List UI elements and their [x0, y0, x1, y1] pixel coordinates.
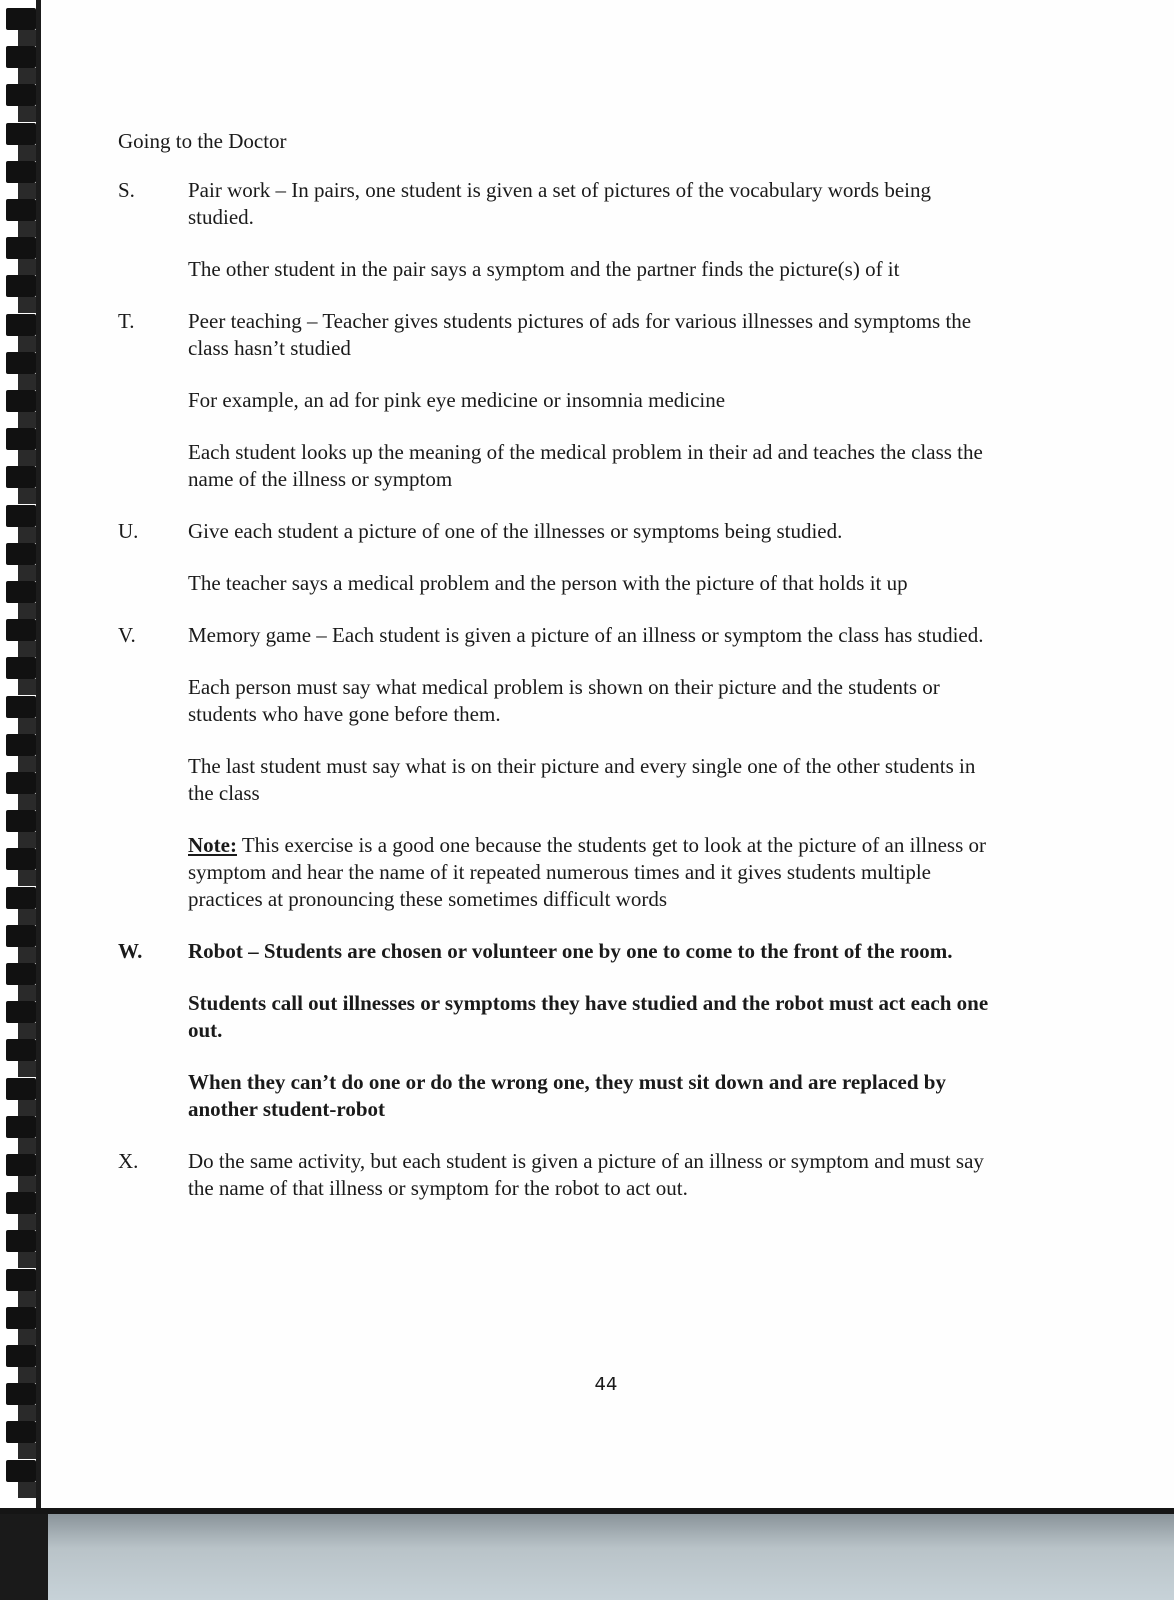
item-body: [188, 622, 998, 913]
item-body: [188, 1148, 998, 1202]
binding-tooth: [6, 848, 36, 870]
list-item-v: [118, 622, 998, 913]
binding-tooth: [6, 8, 36, 30]
binding-tooth: [6, 46, 36, 68]
binding-tooth: [6, 1116, 36, 1138]
list-item-t: [118, 308, 998, 493]
scanner-background: [0, 1514, 1174, 1600]
item-paragraph: The last student must say what is on their picture and every single one of the other students in the class: [188, 754, 976, 805]
item-paragraph: Each student looks up the meaning of the medical problem in their ad and teaches the class the name of the illness or symptom: [188, 440, 983, 491]
binding-tooth: [6, 619, 36, 641]
list-item-u: [118, 518, 998, 597]
page-content: [118, 128, 998, 1227]
page-number: 44: [594, 1374, 618, 1395]
binding-tooth: [6, 1192, 36, 1214]
binding-tooth: [6, 581, 36, 603]
binding-tooth: [6, 1078, 36, 1100]
item-paragraph: Give each student a picture of one of the illnesses or symptoms being studied.: [188, 519, 843, 543]
binding-tooth: [6, 1001, 36, 1023]
binding-tooth: [6, 1307, 36, 1329]
binding-tooth: [6, 963, 36, 985]
spiral-binding: [0, 0, 44, 1508]
binding-tooth: [6, 543, 36, 565]
item-paragraph: Peer teaching – Teacher gives students pictures of ads for various illnesses and symptoms the class hasn’t studied: [188, 309, 972, 360]
binding-tooth: [6, 390, 36, 412]
binding-tooth: [6, 123, 36, 145]
item-paragraph: The teacher says a medical problem and the person with the picture of that holds it up: [188, 571, 908, 595]
binding-tooth: [6, 275, 36, 297]
binding-rail: [36, 0, 41, 1508]
binding-tooth: [6, 161, 36, 183]
binding-tooth: [6, 772, 36, 794]
note-text: This exercise is a good one because the students get to look at the picture of an illness or symptom and hear the name of it repeated numerous times and it gives students multiple practices at pronouncing these sometimes difficult words: [188, 833, 986, 911]
item-paragraph: Robot – Students are chosen or volunteer one by one to come to the front of the room.: [188, 939, 953, 963]
binding-tooth: [6, 1230, 36, 1252]
binding-tooth: [6, 696, 36, 718]
binding-tooth: [6, 887, 36, 909]
item-letter: T.: [118, 309, 135, 333]
binding-tooth: [6, 352, 36, 374]
item-letter: U.: [118, 519, 139, 543]
binding-tooth: [6, 237, 36, 259]
binding-tooth: [6, 428, 36, 450]
item-paragraph: Memory game – Each student is given a picture of an illness or symptom the class has studied.: [188, 623, 984, 647]
list-item-s: [118, 177, 998, 283]
binding-tooth: [6, 1039, 36, 1061]
item-paragraph: For example, an ad for pink eye medicine or insomnia medicine: [188, 388, 726, 412]
item-paragraph: The other student in the pair says a symptom and the partner finds the picture(s) of it: [188, 257, 900, 281]
binding-tooth: [6, 84, 36, 106]
binding-tooth: [6, 199, 36, 221]
binding-tooth: [6, 1345, 36, 1367]
note-paragraph: [188, 832, 998, 913]
item-body: [188, 308, 998, 493]
binding-tooth: [6, 1421, 36, 1443]
binding-tooth: [6, 810, 36, 832]
item-paragraph: Each person must say what medical problem is shown on their picture and the students or students who have gone before them.: [188, 675, 940, 726]
item-letter: V.: [118, 623, 136, 647]
binding-tooth: [6, 314, 36, 336]
binding-tooth: [6, 657, 36, 679]
binding-tooth: [6, 1460, 36, 1482]
list-item-x: [118, 1148, 998, 1202]
item-paragraph: When they can’t do one or do the wrong one, they must sit down and are replaced by another student-robot: [188, 1070, 946, 1121]
item-letter: X.: [118, 1149, 139, 1173]
item-body: [188, 177, 998, 283]
binding-tooth: [6, 734, 36, 756]
binding-tooth: [6, 505, 36, 527]
item-letter: S.: [118, 178, 135, 202]
item-body: [188, 518, 998, 597]
item-paragraph: Do the same activity, but each student is given a picture of an illness or symptom and must say the name of that illness or symptom for the robot to act out.: [188, 1149, 984, 1200]
item-paragraph: Pair work – In pairs, one student is given a set of pictures of the vocabulary words being studied.: [188, 178, 931, 229]
list-item-w: [118, 938, 998, 1123]
page-title: Going to the Doctor: [118, 129, 287, 153]
item-paragraph: Students call out illnesses or symptoms they have studied and the robot must act each one out.: [188, 991, 989, 1042]
binding-tooth: [6, 925, 36, 947]
item-letter: W.: [118, 939, 143, 963]
binding-tooth: [6, 1154, 36, 1176]
note-label: Note:: [188, 833, 237, 857]
item-body: [188, 938, 998, 1123]
binding-tooth: [6, 466, 36, 488]
binding-tooth: [6, 1269, 36, 1291]
